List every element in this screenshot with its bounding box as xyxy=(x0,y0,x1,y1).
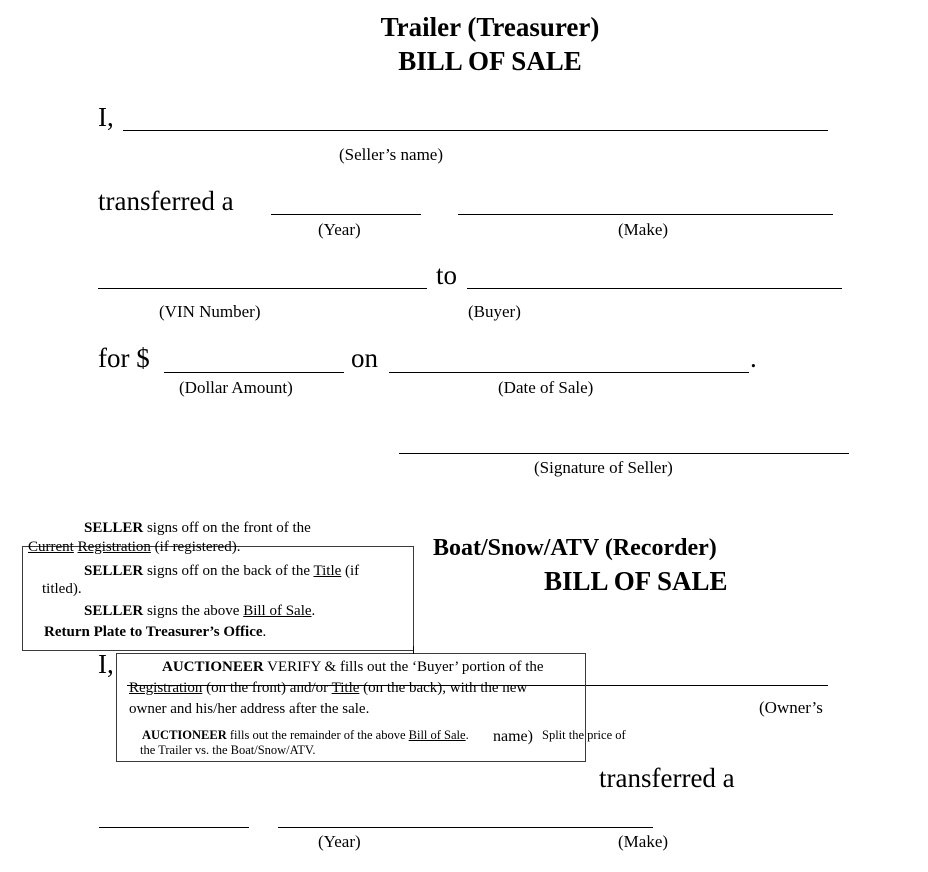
recorder-year-field[interactable] xyxy=(99,827,249,828)
note-text: signs off on the back of the xyxy=(143,563,314,579)
auctioneer-keyword: AUCTIONEER xyxy=(162,659,264,675)
note-text: signs off on the front of the xyxy=(143,520,311,536)
bill-of-sale-underlined: Bill of Sale xyxy=(243,603,312,619)
owner-caption-name: name) xyxy=(493,728,533,745)
seller-note-line1 xyxy=(84,521,311,536)
note-text: . xyxy=(311,603,316,619)
dollar-amount-field[interactable] xyxy=(164,372,344,373)
seller-keyword: SELLER xyxy=(84,603,144,619)
note-text: (if xyxy=(341,563,360,579)
vin-field[interactable] xyxy=(98,288,427,289)
seller-keyword: SELLER xyxy=(84,520,144,536)
to-label: to xyxy=(436,260,458,290)
current-underlined: Current xyxy=(28,539,74,555)
note-text: (if registered). xyxy=(150,539,241,555)
owner-caption: (Owner’s xyxy=(759,698,823,717)
year-field[interactable] xyxy=(271,214,421,215)
dollar-amount-caption: (Dollar Amount) xyxy=(179,378,293,397)
auctioneer-note-line4 xyxy=(142,729,469,742)
recorder-make-field[interactable] xyxy=(278,827,653,828)
seller-name-caption: (Seller’s name) xyxy=(339,145,444,164)
return-plate-instruction: Return Plate to Treasurer’s Office xyxy=(44,624,263,640)
seller-note-line3 xyxy=(84,564,359,579)
recorder-i-label: I, xyxy=(98,649,114,679)
recorder-form-title: Boat/Snow/ATV (Recorder) xyxy=(433,535,717,561)
trailer-form-subtitle: BILL OF SALE xyxy=(398,46,582,76)
seller-note-line5 xyxy=(84,604,315,619)
transferred-label: transferred a xyxy=(98,186,234,216)
auctioneer-note-line2 xyxy=(129,681,527,696)
date-of-sale-caption: (Date of Sale) xyxy=(498,378,594,397)
note-text: . xyxy=(262,624,267,640)
for-dollar-label: for $ xyxy=(98,343,150,373)
recorder-transferred-label: transferred a xyxy=(599,763,735,793)
auctioneer-note-line5: the Trailer vs. the Boat/Snow/ATV. xyxy=(140,743,316,757)
recorder-year-caption: (Year) xyxy=(318,832,361,851)
box-connector xyxy=(413,646,414,654)
period: . xyxy=(750,343,757,373)
note-text: (on the back), with the new xyxy=(359,680,528,696)
auctioneer-note-line4-tail: Split the price of xyxy=(542,728,626,742)
recorder-form-subtitle: BILL OF SALE xyxy=(544,566,728,596)
auctioneer-keyword: AUCTIONEER xyxy=(142,728,227,742)
note-text: . xyxy=(465,728,469,742)
bill-of-sale-underlined: Bill of Sale xyxy=(408,728,466,742)
auctioneer-note-line1 xyxy=(162,660,544,675)
title-underlined: Title xyxy=(331,680,360,696)
vin-caption: (VIN Number) xyxy=(159,302,261,321)
note-text: fills out the remainder of the above xyxy=(226,728,409,742)
make-field[interactable] xyxy=(458,214,833,215)
seller-note-line6 xyxy=(44,625,266,640)
registration-underlined: Registration xyxy=(129,680,203,696)
seller-note-line4: titled). xyxy=(42,581,82,597)
auctioneer-note-line3: owner and his/her address after the sale. xyxy=(129,701,370,717)
year-caption: (Year) xyxy=(318,220,361,239)
recorder-make-caption: (Make) xyxy=(618,832,669,851)
title-underlined: Title xyxy=(313,563,342,579)
i-label: I, xyxy=(98,102,114,132)
seller-signature-field[interactable] xyxy=(399,453,849,454)
buyer-caption: (Buyer) xyxy=(468,302,521,321)
note-text: signs the above xyxy=(143,603,244,619)
note-text: VERIFY & fills out the ‘Buyer’ portion of the xyxy=(263,659,544,675)
note-text: (on the front) and/or xyxy=(202,680,332,696)
registration-underlined: Registration xyxy=(77,539,151,555)
make-caption: (Make) xyxy=(618,220,669,239)
buyer-field[interactable] xyxy=(467,288,842,289)
trailer-form-title: Trailer (Treasurer) xyxy=(380,12,600,42)
seller-name-field[interactable] xyxy=(123,130,828,131)
signature-caption: (Signature of Seller) xyxy=(534,458,673,477)
date-of-sale-field[interactable] xyxy=(389,372,749,373)
on-label: on xyxy=(351,343,378,373)
seller-keyword: SELLER xyxy=(84,563,144,579)
seller-note-line2 xyxy=(28,540,240,555)
